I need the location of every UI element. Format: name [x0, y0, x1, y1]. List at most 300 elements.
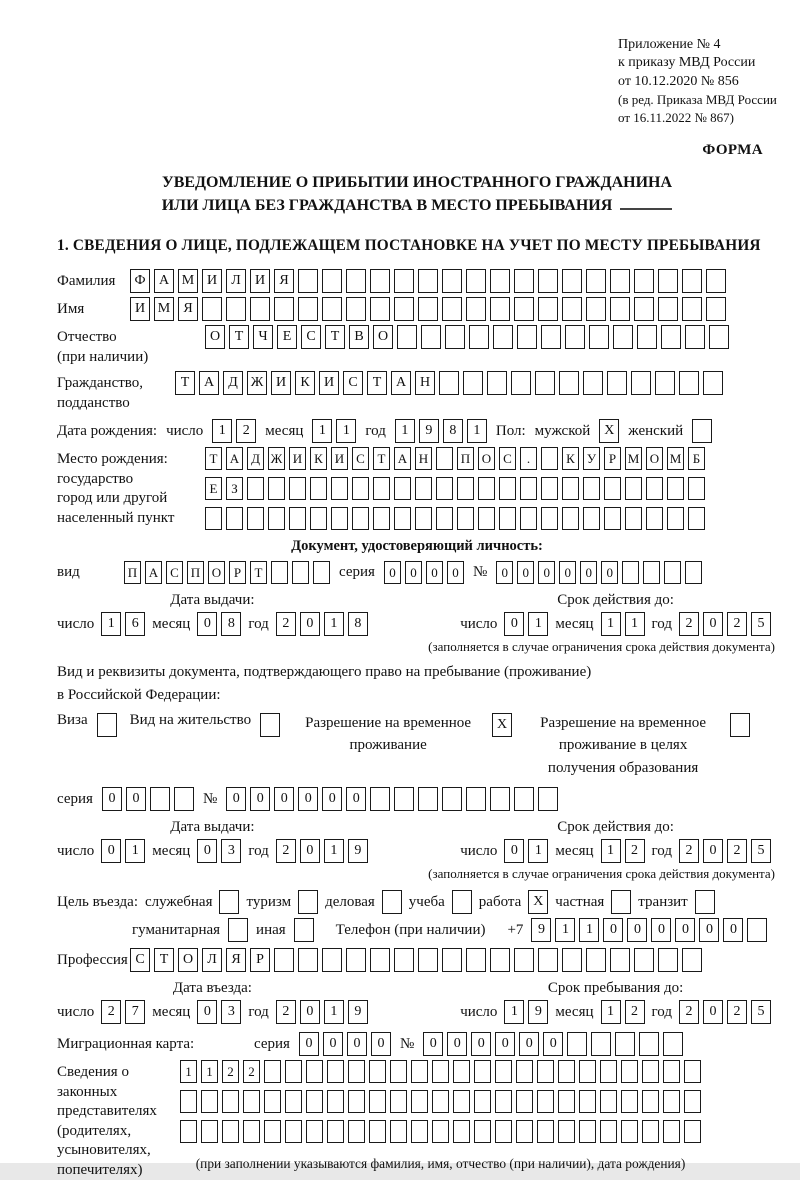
- char-cell[interactable]: [285, 1060, 302, 1083]
- char-cell[interactable]: 0: [300, 612, 320, 636]
- char-cell[interactable]: [663, 1090, 680, 1113]
- resdoc-issue-month-boxes[interactable]: [197, 839, 241, 863]
- citizenship-boxes[interactable]: [175, 371, 723, 395]
- char-cell[interactable]: [658, 269, 678, 293]
- char-cell[interactable]: [394, 507, 411, 530]
- purpose-transit-checkbox[interactable]: [695, 890, 715, 914]
- char-cell[interactable]: П: [187, 561, 204, 584]
- char-cell[interactable]: 1: [324, 612, 344, 636]
- char-cell[interactable]: О: [208, 561, 225, 584]
- char-cell[interactable]: [373, 507, 390, 530]
- phone-boxes[interactable]: [531, 918, 767, 942]
- iddoc-series-boxes[interactable]: [384, 561, 464, 584]
- char-cell[interactable]: [639, 1032, 659, 1056]
- char-cell[interactable]: [373, 477, 390, 500]
- char-cell[interactable]: 0: [300, 1000, 320, 1024]
- char-cell[interactable]: 8: [348, 612, 368, 636]
- char-cell[interactable]: [352, 477, 369, 500]
- char-cell[interactable]: [643, 561, 660, 584]
- char-cell[interactable]: [436, 507, 453, 530]
- char-cell[interactable]: [562, 948, 582, 972]
- char-cell[interactable]: [247, 477, 264, 500]
- char-cell[interactable]: [466, 269, 486, 293]
- char-cell[interactable]: [520, 477, 537, 500]
- char-cell[interactable]: [298, 269, 318, 293]
- char-cell[interactable]: 0: [126, 787, 146, 811]
- char-cell[interactable]: [285, 1090, 302, 1113]
- char-cell[interactable]: [562, 477, 579, 500]
- char-cell[interactable]: [442, 948, 462, 972]
- char-cell[interactable]: У: [583, 447, 600, 470]
- char-cell[interactable]: 1: [625, 612, 645, 636]
- char-cell[interactable]: [634, 948, 654, 972]
- char-cell[interactable]: [478, 507, 495, 530]
- char-cell[interactable]: [600, 1090, 617, 1113]
- char-cell[interactable]: [436, 447, 453, 470]
- char-cell[interactable]: [621, 1090, 638, 1113]
- char-cell[interactable]: [327, 1120, 344, 1143]
- checkbox-cell[interactable]: [97, 713, 117, 737]
- char-cell[interactable]: [442, 787, 462, 811]
- char-cell[interactable]: [558, 1120, 575, 1143]
- char-cell[interactable]: [535, 371, 555, 395]
- char-cell[interactable]: С: [352, 447, 369, 470]
- char-cell[interactable]: [394, 948, 414, 972]
- char-cell[interactable]: [222, 1090, 239, 1113]
- char-cell[interactable]: Я: [178, 297, 198, 321]
- char-cell[interactable]: [514, 269, 534, 293]
- char-cell[interactable]: [394, 477, 411, 500]
- char-cell[interactable]: [415, 477, 432, 500]
- lastname-boxes[interactable]: [130, 269, 726, 293]
- char-cell[interactable]: .: [520, 447, 537, 470]
- char-cell[interactable]: [583, 507, 600, 530]
- char-cell[interactable]: И: [130, 297, 150, 321]
- char-cell[interactable]: [516, 1090, 533, 1113]
- char-cell[interactable]: 0: [197, 839, 217, 863]
- char-cell[interactable]: [348, 1120, 365, 1143]
- resdoc-visa-checkbox[interactable]: [97, 713, 117, 737]
- char-cell[interactable]: [631, 371, 651, 395]
- char-cell[interactable]: [499, 507, 516, 530]
- char-cell[interactable]: [490, 787, 510, 811]
- char-cell[interactable]: [579, 1090, 596, 1113]
- char-cell[interactable]: [586, 948, 606, 972]
- char-cell[interactable]: 1: [528, 612, 548, 636]
- char-cell[interactable]: [292, 561, 309, 584]
- char-cell[interactable]: 1: [336, 419, 356, 443]
- char-cell[interactable]: [202, 297, 222, 321]
- char-cell[interactable]: [558, 1090, 575, 1113]
- char-cell[interactable]: Б: [688, 447, 705, 470]
- char-cell[interactable]: [493, 325, 513, 349]
- char-cell[interactable]: Я: [226, 948, 246, 972]
- char-cell[interactable]: 0: [447, 561, 464, 584]
- char-cell[interactable]: К: [562, 447, 579, 470]
- char-cell[interactable]: [411, 1090, 428, 1113]
- char-cell[interactable]: [565, 325, 585, 349]
- checkbox-cell[interactable]: X: [528, 890, 548, 914]
- char-cell[interactable]: [327, 1060, 344, 1083]
- char-cell[interactable]: [625, 507, 642, 530]
- char-cell[interactable]: 2: [276, 612, 296, 636]
- char-cell[interactable]: [516, 1120, 533, 1143]
- char-cell[interactable]: К: [295, 371, 315, 395]
- char-cell[interactable]: [487, 371, 507, 395]
- char-cell[interactable]: 9: [528, 1000, 548, 1024]
- char-cell[interactable]: [369, 1120, 386, 1143]
- char-cell[interactable]: [604, 477, 621, 500]
- char-cell[interactable]: [466, 948, 486, 972]
- char-cell[interactable]: 0: [447, 1032, 467, 1056]
- char-cell[interactable]: [567, 1032, 587, 1056]
- char-cell[interactable]: [642, 1090, 659, 1113]
- char-cell[interactable]: 0: [423, 1032, 443, 1056]
- char-cell[interactable]: [442, 297, 462, 321]
- birth-year-boxes[interactable]: [395, 419, 487, 443]
- char-cell[interactable]: [268, 477, 285, 500]
- resdoc-valid-day-boxes[interactable]: [504, 839, 548, 863]
- checkbox-cell[interactable]: [730, 713, 750, 737]
- char-cell[interactable]: [264, 1120, 281, 1143]
- char-cell[interactable]: [180, 1120, 197, 1143]
- char-cell[interactable]: [474, 1120, 491, 1143]
- char-cell[interactable]: [706, 297, 726, 321]
- entry-day-boxes[interactable]: [101, 1000, 145, 1024]
- char-cell[interactable]: М: [625, 447, 642, 470]
- char-cell[interactable]: С: [343, 371, 363, 395]
- char-cell[interactable]: [469, 325, 489, 349]
- char-cell[interactable]: [310, 507, 327, 530]
- char-cell[interactable]: [346, 297, 366, 321]
- char-cell[interactable]: [646, 477, 663, 500]
- char-cell[interactable]: И: [319, 371, 339, 395]
- char-cell[interactable]: Е: [205, 477, 222, 500]
- char-cell[interactable]: [418, 297, 438, 321]
- char-cell[interactable]: В: [349, 325, 369, 349]
- char-cell[interactable]: 0: [274, 787, 294, 811]
- char-cell[interactable]: [684, 1060, 701, 1083]
- char-cell[interactable]: 2: [101, 1000, 121, 1024]
- char-cell[interactable]: [499, 477, 516, 500]
- resdoc-issue-day-boxes[interactable]: [101, 839, 145, 863]
- char-cell[interactable]: Ж: [247, 371, 267, 395]
- char-cell[interactable]: 0: [504, 612, 524, 636]
- sex-female-checkbox[interactable]: [692, 419, 712, 443]
- checkbox-cell[interactable]: [382, 890, 402, 914]
- char-cell[interactable]: 1: [555, 918, 575, 942]
- resdoc-residence-permit-checkbox[interactable]: [260, 713, 280, 737]
- char-cell[interactable]: 0: [426, 561, 443, 584]
- purpose-humanitarian-checkbox[interactable]: [228, 918, 248, 942]
- char-cell[interactable]: [457, 477, 474, 500]
- char-cell[interactable]: [370, 297, 390, 321]
- char-cell[interactable]: 2: [236, 419, 256, 443]
- checkbox-cell[interactable]: [452, 890, 472, 914]
- checkbox-cell[interactable]: X: [492, 713, 512, 737]
- char-cell[interactable]: 9: [531, 918, 551, 942]
- char-cell[interactable]: [289, 477, 306, 500]
- char-cell[interactable]: [442, 269, 462, 293]
- guardians-boxes-row1[interactable]: [180, 1060, 701, 1083]
- char-cell[interactable]: 2: [625, 839, 645, 863]
- char-cell[interactable]: [394, 269, 414, 293]
- char-cell[interactable]: [453, 1090, 470, 1113]
- checkbox-cell[interactable]: [228, 918, 248, 942]
- migcard-number-boxes[interactable]: [423, 1032, 683, 1056]
- char-cell[interactable]: 0: [471, 1032, 491, 1056]
- char-cell[interactable]: М: [178, 269, 198, 293]
- char-cell[interactable]: 0: [603, 918, 623, 942]
- iddoc-valid-day-boxes[interactable]: [504, 612, 548, 636]
- char-cell[interactable]: [600, 1060, 617, 1083]
- char-cell[interactable]: [285, 1120, 302, 1143]
- char-cell[interactable]: 1: [125, 839, 145, 863]
- char-cell[interactable]: [637, 325, 657, 349]
- char-cell[interactable]: 5: [751, 612, 771, 636]
- char-cell[interactable]: [306, 1060, 323, 1083]
- char-cell[interactable]: [150, 787, 170, 811]
- char-cell[interactable]: [490, 269, 510, 293]
- char-cell[interactable]: 1: [324, 1000, 344, 1024]
- char-cell[interactable]: [562, 269, 582, 293]
- char-cell[interactable]: [642, 1120, 659, 1143]
- char-cell[interactable]: А: [154, 269, 174, 293]
- char-cell[interactable]: 0: [323, 1032, 343, 1056]
- char-cell[interactable]: 0: [559, 561, 576, 584]
- char-cell[interactable]: 0: [226, 787, 246, 811]
- birth-month-boxes[interactable]: [312, 419, 356, 443]
- char-cell[interactable]: 0: [102, 787, 122, 811]
- char-cell[interactable]: 0: [347, 1032, 367, 1056]
- char-cell[interactable]: С: [301, 325, 321, 349]
- char-cell[interactable]: [370, 787, 390, 811]
- char-cell[interactable]: 6: [125, 612, 145, 636]
- char-cell[interactable]: [610, 269, 630, 293]
- iddoc-issue-day-boxes[interactable]: [101, 612, 145, 636]
- profession-boxes[interactable]: [130, 948, 702, 972]
- char-cell[interactable]: Я: [274, 269, 294, 293]
- birth-day-boxes[interactable]: [212, 419, 256, 443]
- char-cell[interactable]: [664, 561, 681, 584]
- char-cell[interactable]: [514, 297, 534, 321]
- char-cell[interactable]: [747, 918, 767, 942]
- char-cell[interactable]: [559, 371, 579, 395]
- char-cell[interactable]: [415, 507, 432, 530]
- char-cell[interactable]: [688, 477, 705, 500]
- char-cell[interactable]: [298, 297, 318, 321]
- char-cell[interactable]: [390, 1060, 407, 1083]
- char-cell[interactable]: [661, 325, 681, 349]
- char-cell[interactable]: М: [667, 447, 684, 470]
- char-cell[interactable]: 0: [346, 787, 366, 811]
- char-cell[interactable]: [274, 948, 294, 972]
- char-cell[interactable]: [706, 269, 726, 293]
- char-cell[interactable]: [370, 269, 390, 293]
- char-cell[interactable]: [201, 1090, 218, 1113]
- char-cell[interactable]: [679, 371, 699, 395]
- char-cell[interactable]: [583, 477, 600, 500]
- char-cell[interactable]: [610, 297, 630, 321]
- char-cell[interactable]: [538, 787, 558, 811]
- char-cell[interactable]: Т: [373, 447, 390, 470]
- char-cell[interactable]: [541, 477, 558, 500]
- char-cell[interactable]: 2: [276, 839, 296, 863]
- char-cell[interactable]: Т: [325, 325, 345, 349]
- checkbox-cell[interactable]: [695, 890, 715, 914]
- iddoc-valid-month-boxes[interactable]: [601, 612, 645, 636]
- char-cell[interactable]: И: [289, 447, 306, 470]
- char-cell[interactable]: [490, 297, 510, 321]
- char-cell[interactable]: 0: [197, 612, 217, 636]
- char-cell[interactable]: 0: [627, 918, 647, 942]
- char-cell[interactable]: 0: [496, 561, 513, 584]
- char-cell[interactable]: [298, 948, 318, 972]
- birthplace-boxes-row3[interactable]: [205, 507, 705, 530]
- char-cell[interactable]: О: [478, 447, 495, 470]
- char-cell[interactable]: 0: [651, 918, 671, 942]
- checkbox-cell[interactable]: [294, 918, 314, 942]
- char-cell[interactable]: [418, 948, 438, 972]
- char-cell[interactable]: 0: [495, 1032, 515, 1056]
- char-cell[interactable]: Ж: [268, 447, 285, 470]
- char-cell[interactable]: А: [391, 371, 411, 395]
- char-cell[interactable]: С: [499, 447, 516, 470]
- char-cell[interactable]: А: [394, 447, 411, 470]
- char-cell[interactable]: 1: [528, 839, 548, 863]
- resdoc-issue-year-boxes[interactable]: [276, 839, 368, 863]
- char-cell[interactable]: [634, 297, 654, 321]
- char-cell[interactable]: 0: [601, 561, 618, 584]
- char-cell[interactable]: [538, 297, 558, 321]
- char-cell[interactable]: [331, 507, 348, 530]
- char-cell[interactable]: [394, 787, 414, 811]
- purpose-tourism-checkbox[interactable]: [298, 890, 318, 914]
- char-cell[interactable]: 0: [538, 561, 555, 584]
- char-cell[interactable]: [346, 948, 366, 972]
- char-cell[interactable]: [411, 1060, 428, 1083]
- purpose-private-checkbox[interactable]: [611, 890, 631, 914]
- char-cell[interactable]: [418, 787, 438, 811]
- char-cell[interactable]: 9: [348, 1000, 368, 1024]
- char-cell[interactable]: [658, 297, 678, 321]
- char-cell[interactable]: [562, 507, 579, 530]
- migcard-series-boxes[interactable]: [299, 1032, 391, 1056]
- char-cell[interactable]: [667, 477, 684, 500]
- char-cell[interactable]: [514, 948, 534, 972]
- char-cell[interactable]: [684, 1120, 701, 1143]
- purpose-business-checkbox[interactable]: [382, 890, 402, 914]
- char-cell[interactable]: 0: [197, 1000, 217, 1024]
- checkbox-cell[interactable]: X: [599, 419, 619, 443]
- char-cell[interactable]: [586, 297, 606, 321]
- char-cell[interactable]: Т: [175, 371, 195, 395]
- char-cell[interactable]: А: [199, 371, 219, 395]
- iddoc-type-boxes[interactable]: [124, 561, 330, 584]
- char-cell[interactable]: [634, 269, 654, 293]
- char-cell[interactable]: [478, 477, 495, 500]
- char-cell[interactable]: [682, 269, 702, 293]
- char-cell[interactable]: [180, 1090, 197, 1113]
- guardians-boxes-row3[interactable]: [180, 1120, 701, 1143]
- char-cell[interactable]: С: [166, 561, 183, 584]
- char-cell[interactable]: [310, 477, 327, 500]
- char-cell[interactable]: [562, 297, 582, 321]
- char-cell[interactable]: [604, 507, 621, 530]
- stay-month-boxes[interactable]: [601, 1000, 645, 1024]
- checkbox-cell[interactable]: [692, 419, 712, 443]
- char-cell[interactable]: И: [202, 269, 222, 293]
- char-cell[interactable]: [646, 507, 663, 530]
- char-cell[interactable]: 0: [322, 787, 342, 811]
- resdoc-temp-residence-edu-checkbox[interactable]: [730, 713, 750, 737]
- char-cell[interactable]: 2: [727, 1000, 747, 1024]
- char-cell[interactable]: [369, 1090, 386, 1113]
- char-cell[interactable]: [322, 269, 342, 293]
- char-cell[interactable]: [436, 477, 453, 500]
- char-cell[interactable]: 1: [201, 1060, 218, 1083]
- char-cell[interactable]: 3: [221, 1000, 241, 1024]
- resdoc-number-boxes[interactable]: [226, 787, 558, 811]
- char-cell[interactable]: [613, 325, 633, 349]
- char-cell[interactable]: 1: [601, 612, 621, 636]
- firstname-boxes[interactable]: [130, 297, 726, 321]
- char-cell[interactable]: [274, 297, 294, 321]
- char-cell[interactable]: [370, 948, 390, 972]
- char-cell[interactable]: 0: [250, 787, 270, 811]
- char-cell[interactable]: [327, 1090, 344, 1113]
- entry-month-boxes[interactable]: [197, 1000, 241, 1024]
- char-cell[interactable]: [541, 507, 558, 530]
- char-cell[interactable]: [432, 1060, 449, 1083]
- iddoc-valid-year-boxes[interactable]: [679, 612, 771, 636]
- char-cell[interactable]: 9: [419, 419, 439, 443]
- char-cell[interactable]: [558, 1060, 575, 1083]
- char-cell[interactable]: И: [331, 447, 348, 470]
- char-cell[interactable]: 0: [384, 561, 401, 584]
- char-cell[interactable]: 9: [348, 839, 368, 863]
- char-cell[interactable]: [600, 1120, 617, 1143]
- purpose-other-checkbox[interactable]: [294, 918, 314, 942]
- char-cell[interactable]: Р: [604, 447, 621, 470]
- char-cell[interactable]: [709, 325, 729, 349]
- char-cell[interactable]: [466, 297, 486, 321]
- char-cell[interactable]: 0: [580, 561, 597, 584]
- char-cell[interactable]: [247, 507, 264, 530]
- char-cell[interactable]: [348, 1090, 365, 1113]
- entry-year-boxes[interactable]: [276, 1000, 368, 1024]
- birthplace-boxes-row2[interactable]: [205, 477, 705, 500]
- char-cell[interactable]: [541, 447, 558, 470]
- sex-male-checkbox[interactable]: [599, 419, 619, 443]
- char-cell[interactable]: [421, 325, 441, 349]
- char-cell[interactable]: 1: [601, 1000, 621, 1024]
- char-cell[interactable]: [322, 948, 342, 972]
- char-cell[interactable]: [663, 1120, 680, 1143]
- char-cell[interactable]: Т: [367, 371, 387, 395]
- char-cell[interactable]: 3: [221, 839, 241, 863]
- char-cell[interactable]: 0: [300, 839, 320, 863]
- char-cell[interactable]: [541, 325, 561, 349]
- char-cell[interactable]: К: [310, 447, 327, 470]
- char-cell[interactable]: 1: [504, 1000, 524, 1024]
- char-cell[interactable]: 0: [519, 1032, 539, 1056]
- char-cell[interactable]: [226, 507, 243, 530]
- char-cell[interactable]: З: [226, 477, 243, 500]
- char-cell[interactable]: 2: [625, 1000, 645, 1024]
- char-cell[interactable]: 2: [679, 839, 699, 863]
- char-cell[interactable]: [658, 948, 678, 972]
